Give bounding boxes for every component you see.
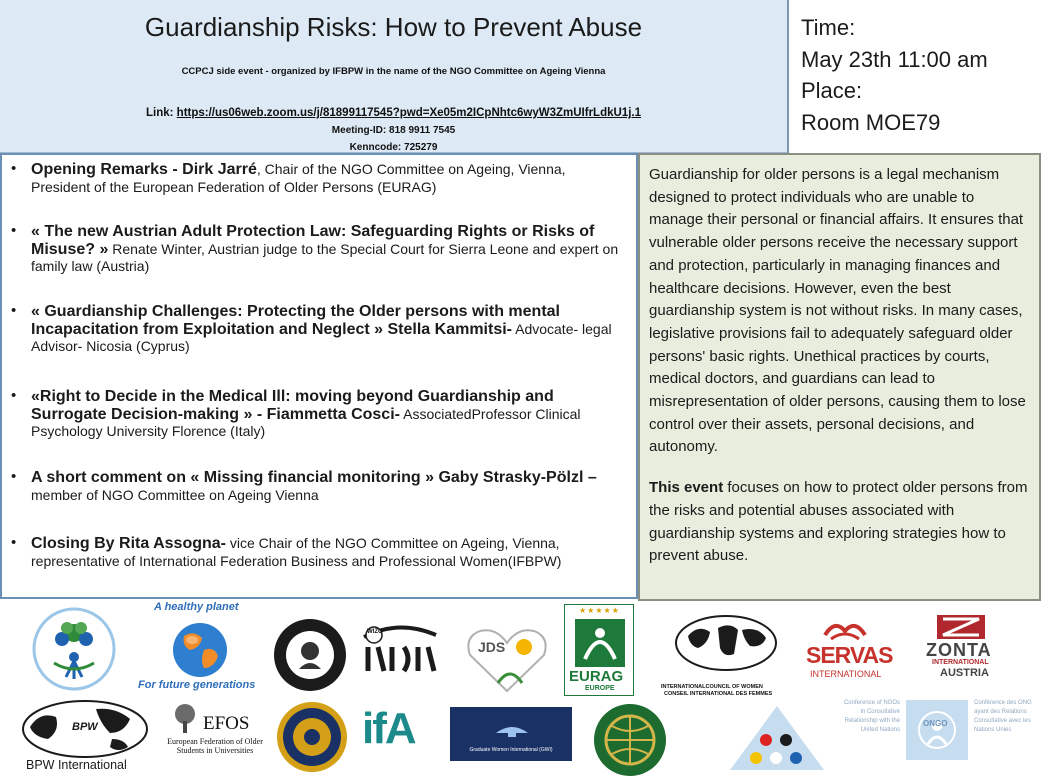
green-globe-logo — [590, 702, 670, 778]
eurag-label: EURAG — [569, 668, 624, 685]
jds-heart-icon — [464, 625, 550, 695]
conference-ngos-fr: Conférence des ONG ayant des Relations Consultative avec les Nations Unies — [974, 700, 1032, 733]
program-item-bold: A short comment on « Missing financial monitoring » Gaby Strasky-Pölzl – — [31, 469, 597, 486]
program-item-text: AssociatedProfessor Clinical Psychology University Florence (Italy) — [31, 405, 581, 439]
servas-sub: INTERNATIONAL — [810, 669, 882, 679]
efos-tree-icon — [169, 703, 201, 733]
healthy-planet-logo — [136, 601, 268, 693]
zoom-link[interactable]: https://us06web.zoom.us/j/81899117545?pwd=Xe05m2ICpNhtc6wyW3ZmUIfrLdkU1j.1 — [176, 107, 641, 119]
event-header — [0, 0, 787, 153]
zonta-emblem-icon — [937, 615, 985, 639]
zonta-logo — [923, 615, 999, 681]
eurag-emblem-icon — [575, 619, 625, 667]
event-title: Guardianship Risks: How to Prevent Abuse — [144, 12, 643, 42]
program-item-guardianship-challenges — [10, 303, 628, 388]
soroptimist-seal-icon — [269, 617, 351, 693]
program-item-bold: «Right to Decide in the Medical Ill: moving beyond Guardianship and Surrogate Decision-making » - Fiammetta Cosci- — [31, 388, 554, 423]
program-item-bold: « The new Austrian Adult Protection Law: Safeguarding Rights or Risks of Misuse? » — [31, 223, 595, 258]
wizo-label: WIZO — [367, 629, 383, 635]
ifa-label: ifA — [362, 704, 415, 753]
zonta-label: ZONTA — [926, 640, 992, 660]
kenncode: Kenncode: 725279 — [349, 142, 438, 153]
program-item-austrian-law — [10, 223, 628, 303]
time-place-box — [787, 0, 1041, 153]
ngo-ageing-logo — [14, 603, 134, 695]
bpw-mark: BPW — [72, 721, 98, 733]
efos-label: EFOS — [203, 713, 250, 734]
ongo-emblem — [906, 700, 968, 760]
link-label: Link: — [146, 107, 177, 119]
time-label: Time: — [801, 15, 856, 40]
rotary-emblem-logo — [272, 700, 352, 774]
ongo-label: ONGO — [923, 719, 948, 728]
program-item-right-to-decide — [10, 388, 628, 469]
eurag-logo — [564, 604, 634, 696]
servas-logo — [806, 617, 893, 683]
triangle-logo — [728, 704, 826, 772]
place-value: Room MOE79 — [801, 109, 941, 135]
soroptimist-logo — [269, 617, 351, 693]
program-list-box — [0, 153, 638, 599]
servas-label: SERVAS — [806, 642, 893, 668]
triangle-dots-icon — [728, 704, 826, 772]
program-item-text: Renate Winter, Austrian judge to the Special Court for Sierra Leone and expert on family law (Austria) — [31, 240, 619, 274]
healthy-planet-bottom: For future generations — [138, 679, 256, 691]
description-highlight: This event — [649, 479, 724, 497]
program-item-text: Advocate- legal Advisor- Nicosia (Cyprus) — [31, 320, 612, 354]
ifa-logo — [362, 704, 436, 764]
program-item-text: vice Chair of the NGO Committee on Ageing, Vienna, representative of International Federation Business and Professional Women(IFBPW) — [31, 535, 562, 569]
wizo-hebrew-mark-icon — [354, 617, 444, 683]
conference-ngos-logo — [836, 696, 1041, 780]
icw-line-2: CONSEIL INTERNATIONAL DES FEMMES — [664, 691, 773, 697]
meeting-id: Meeting-ID: 818 9911 7545 — [331, 125, 456, 136]
program-item-bold: Closing By Rita Assogna- — [31, 535, 226, 552]
icw-logo — [661, 614, 791, 698]
gear-emblem-icon — [272, 700, 352, 774]
icw-world-map-icon — [674, 614, 778, 672]
program-item-text: member of NGO Committee on Ageing Vienna — [31, 486, 319, 503]
zonta-sub-1: INTERNATIONAL — [932, 659, 989, 666]
globe-icon — [170, 620, 230, 680]
time-value: May 23th 11:00 am — [801, 46, 988, 72]
eurag-stars: ★★★★★ — [579, 606, 620, 615]
event-subtitle: CCPCJ side event - organized by IFBPW in the name of the NGO Committee on Ageing Vienna — [181, 66, 606, 77]
eurag-sub: EUROPE — [585, 685, 615, 692]
icw-line-1: INTERNATIONALCOUNCIL OF WOMEN — [661, 684, 763, 690]
bpw-logo — [16, 699, 154, 775]
description-paragraph-2 — [649, 477, 1031, 568]
description-paragraph-1: Guardianship for older persons is a legal mechanism designed to protect individuals who are unable to manage their personal or financial affairs. It ensures that vulnerable older persons receive the necessary support and protection, particularly in managing finances and healthcare decisions. However, even the best guardianship system is not without risks. In many cases, legislative provisions fail to adequately safeguard older persons' basic rights. Unethical practices by courts, medical doctors, and guardians can lead to misrepresentation of older persons, causing them to lose control over their assets, personal decisions, and autonomy. — [649, 166, 1026, 456]
jds-logo — [464, 625, 550, 695]
program-item-text: , Chair of the NGO Committee on Ageing, Vienna, President of the European Federation of Older Persons (EURAG) — [31, 161, 566, 195]
description-paragraph-2-text: focuses on how to protect older persons from the risks and potential abuses associated with guardianship systems and exploring strategies how to prevent abuse. — [649, 479, 1028, 565]
place-label: Place: — [801, 78, 863, 103]
ngo-ageing-tree-icon — [14, 603, 134, 695]
servas-birds-icon — [823, 617, 867, 641]
zoom-link-line — [0, 107, 787, 119]
healthy-planet-top: A healthy planet — [154, 601, 239, 613]
zonta-sub-2: AUSTRIA — [940, 667, 989, 679]
conference-ngos-en: Conference of NGOs in Consultative Relationship with the United Nations — [843, 700, 900, 733]
program-item-bold: « Guardianship Challenges: Protecting the Older persons with mental Incapacitation from Exploitation and Neglect » Stella Kammitsi- — [31, 303, 560, 338]
bpw-label: BPW International — [26, 758, 127, 772]
program-list — [10, 161, 628, 569]
program-item-closing — [10, 535, 628, 569]
jds-label: JDS — [478, 639, 506, 655]
gwi-lamp-icon — [492, 719, 532, 739]
event-description — [638, 153, 1041, 601]
green-globe-icon — [590, 702, 670, 778]
gwi-logo — [450, 707, 572, 761]
efos-logo — [165, 703, 265, 773]
program-item-financial-monitoring — [10, 469, 628, 535]
wizo-logo — [354, 617, 444, 683]
program-item-bold: Opening Remarks - Dirk Jarré — [31, 161, 257, 178]
program-item-opening — [10, 161, 628, 223]
efos-sub: European Federation of Older Students in Universities — [167, 737, 263, 755]
gwi-label: Graduate Women International (GWI) — [469, 747, 553, 753]
ongo-figure-icon — [906, 700, 968, 760]
